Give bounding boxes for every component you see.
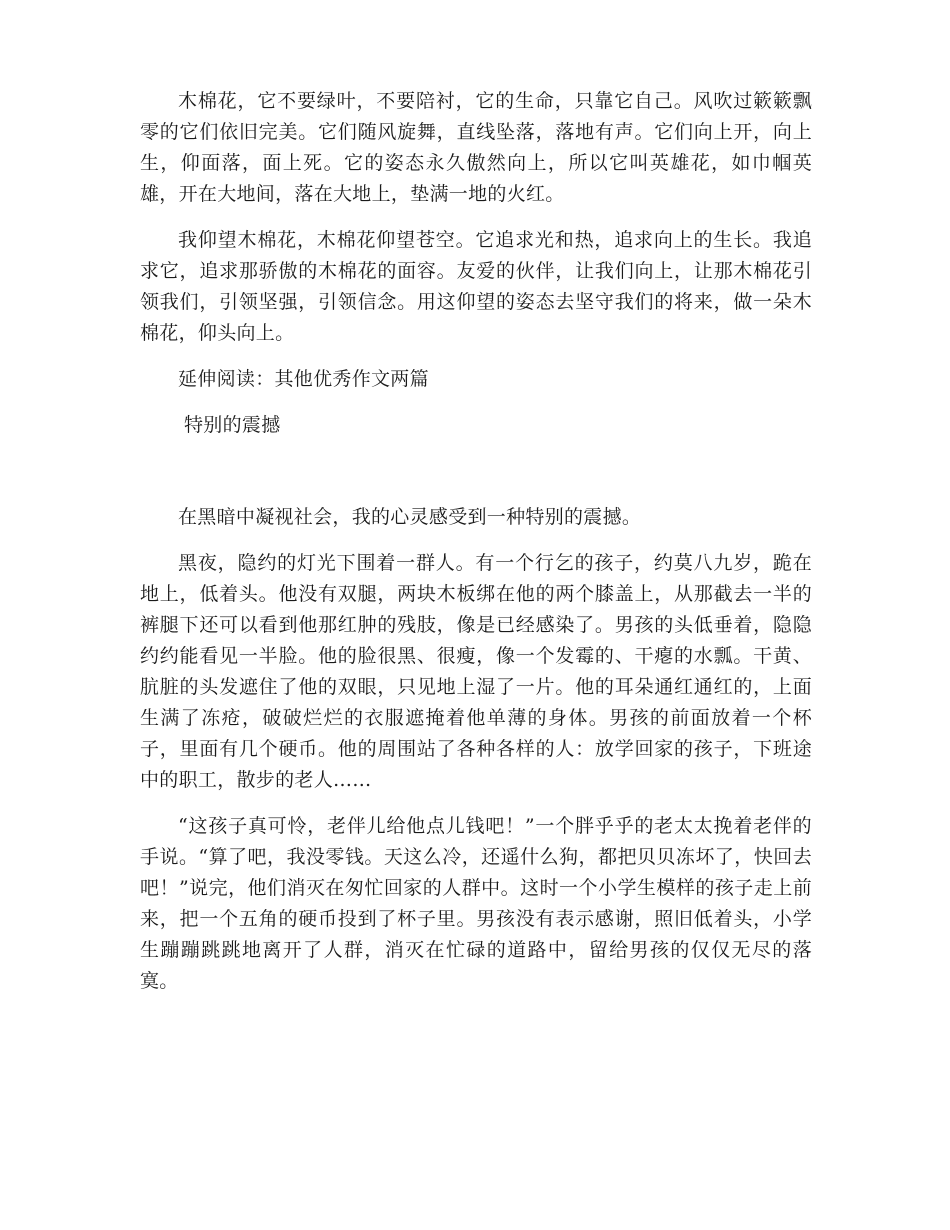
paragraph-essay-3: “这孩子真可怜，老伴儿给他点儿钱吧！”一个胖乎乎的老太太挽着老伴的手说。“算了吧，我没零钱。天这么冷，还遥什么狗，都把贝贝冻坏了，快回去吧！”说完，他们消灭在匆忙回家的人群中。这时一个小学生模样的孩子走上前来，把一个五角的硬币投到了杯子里。男孩没有表示感谢，照旧低着头，小学生蹦蹦跳跳地离开了人群，消灭在忙碌的道路中，留给男孩的仅仅无尽的落寞。 [140,815,812,992]
blank-spacer [140,456,812,502]
extended-reading-heading: 延伸阅读：其他优秀作文两篇 [178,368,429,390]
paragraph-essay-1: 在黑暗中凝视社会，我的心灵感受到一种特别的震撼。 [178,506,642,528]
document-body [140,86,812,1012]
paragraph-kapok-2: 我仰望木棉花，木棉花仰望苍空。它追求光和热，追求向上的生长。我追求它，追求那骄傲的木棉花的面容。友爱的伙伴，让我们向上，让那木棉花引领我们，引领坚强，引领信念。用这仰望的姿态去坚守我们的将来，做一朵木棉花，仰头向上。 [140,229,812,344]
paragraph-essay-2: 黑夜，隐约的灯光下围着一群人。有一个行乞的孩子，约莫八九岁，跪在地上，低着头。他没有双腿，两块木板绑在他的两个膝盖上，从那截去一半的裤腿下还可以看到他那红肿的残肢，像是已经感染了。男孩的头低垂着，隐隐约约能看见一半脸。他的脸很黑、很瘦，像一个发霉的、干瘪的水瓢。干黄、肮脏的头发遮住了他的双眼，只见地上湿了一片。他的耳朵通红通红的，上面生满了冻疮，破破烂烂的衣服遮掩着他单薄的身体。男孩的前面放着一个杯子，里面有几个硬币。他的周围站了各种各样的人：放学回家的孩子，下班途中的职工，散步的老人…… [140,552,812,791]
paragraph-kapok-1: 木棉花，它不要绿叶，不要陪衬，它的生命，只靠它自己。风吹过簌簌飘零的它们依旧完美。它们随风旋舞，直线坠落，落地有声。它们向上开，向上生，仰面落，面上死。它的姿态永久傲然向上，所以它叫英雄花，如巾帼英雄，开在大地间，落在大地上，垫满一地的火红。 [140,90,812,205]
essay-title: 特别的震撼 [184,414,281,436]
